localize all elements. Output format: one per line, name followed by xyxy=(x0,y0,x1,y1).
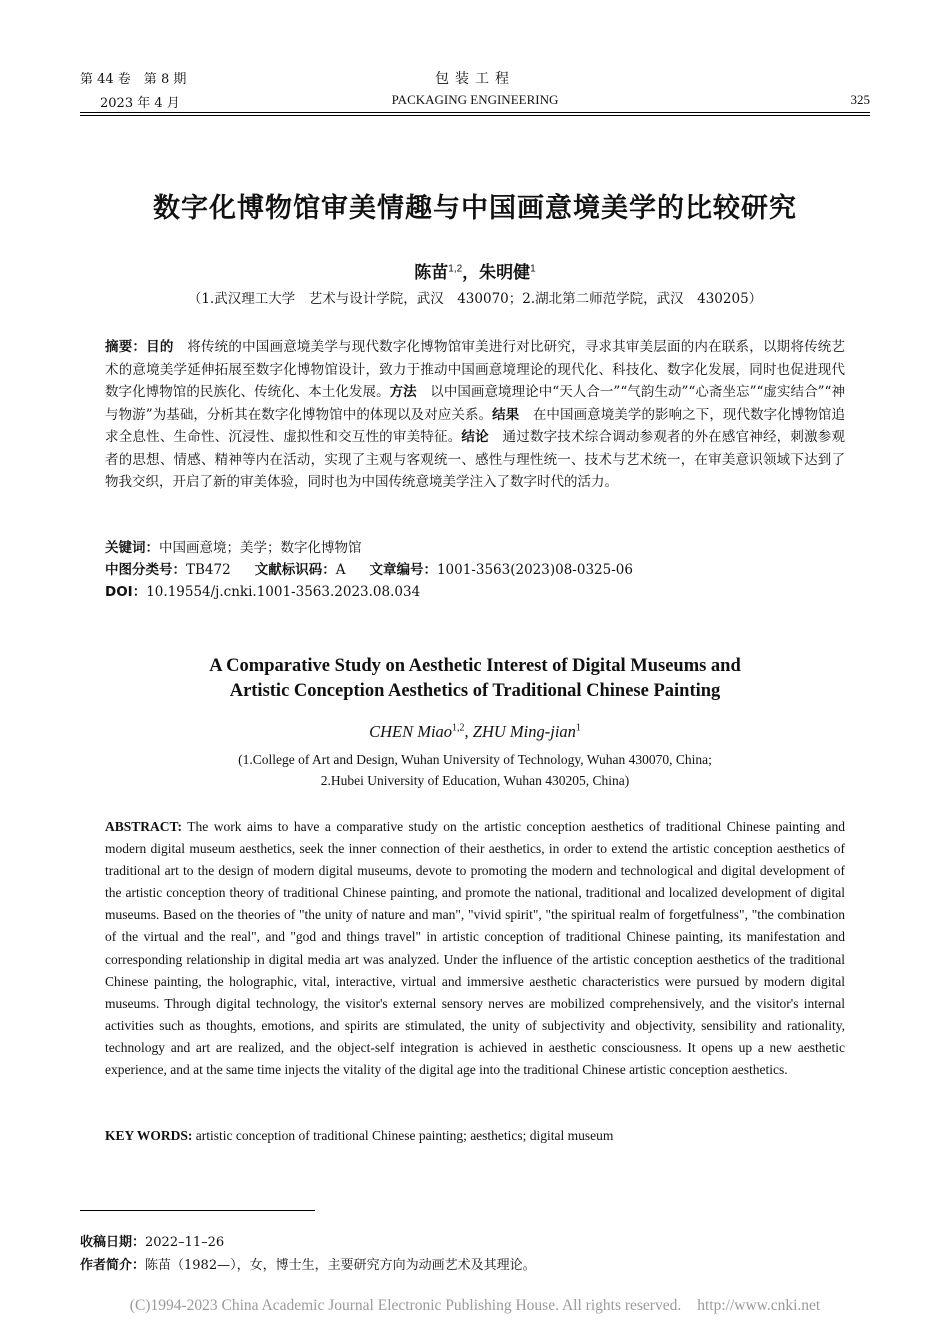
cn-article-no-label: 文章编号： xyxy=(369,562,437,578)
cn-title: 数字化博物馆审美情趣与中国画意境美学的比较研究 xyxy=(153,193,797,224)
cn-author-1: 陈苗 xyxy=(414,263,449,283)
cn-author-1-sup: 1,2 xyxy=(448,263,463,275)
en-keywords-label: KEY WORDS: xyxy=(105,1128,193,1143)
copyright-text: (C)1994-2023 China Academic Journal Electronic Publishing House. All rights reserved. xyxy=(129,1297,682,1314)
footnote-received xyxy=(80,1231,870,1250)
cn-doc-code: A xyxy=(335,562,346,578)
cn-author-2-sup: 1 xyxy=(530,263,536,275)
en-title-line-1: A Comparative Study on Aesthetic Interest of Digital Museums and xyxy=(209,656,741,676)
en-affil-line-1: (1.College of Art and Design, Wuhan University of Technology, Wuhan 430070, China; xyxy=(238,752,712,767)
en-abstract xyxy=(105,816,845,1081)
cn-result-label: 结果 xyxy=(492,406,520,423)
cn-affiliation: （1.武汉理工大学 艺术与设计学院，武汉 430070；2.湖北第二师范学院，武汉 430205） xyxy=(187,291,763,307)
en-authors xyxy=(0,722,950,742)
header-date: 2023 年 4 月 xyxy=(100,96,180,111)
copyright-watermark xyxy=(0,1297,950,1315)
footnote-received-label: 收稿日期： xyxy=(80,1235,146,1250)
cn-method-text: 以中国画意境理论中“天人合一”“气韵生动”“心斋坐忘”“虚实结合”“神与物游”为基础，分析其在数字化博物馆中的体现以及对应关系。 xyxy=(105,384,845,423)
footnote-bio-label: 作者简介： xyxy=(80,1258,146,1273)
en-author-1: CHEN Miao xyxy=(369,722,453,741)
cn-keywords-label: 关键词： xyxy=(105,540,159,556)
cn-article-no: 1001-3563(2023)08-0325-06 xyxy=(436,562,633,578)
footnote-bio-text: 陈苗（1982—），女，博士生，主要研究方向为动画艺术及其理论。 xyxy=(145,1258,536,1273)
cn-classification xyxy=(105,559,845,581)
cn-conclusion-text: 通过数字技术综合调动参观者的外在感官神经，刺激参观者的思想、情感、精神等内在活动，实现了主观与客观统一、感性与理性统一、技术与艺术统一，在审美意识领域下达到了物我交织，开启了新的审美体验，同时也为中国传统意境美学注入了数字时代的活力。 xyxy=(105,429,846,490)
header-journal-cn: 包装工程 xyxy=(435,71,515,87)
cn-method-label: 方法 xyxy=(389,384,417,400)
cn-doi-value: 10.19554/j.cnki.1001-3563.2023.08.034 xyxy=(146,584,421,600)
en-author-2: ZHU Ming-jian xyxy=(472,722,576,741)
cn-clc: TB472 xyxy=(186,562,231,578)
cn-author-2: 朱明健 xyxy=(479,263,531,283)
cn-abstract xyxy=(105,336,845,494)
header-page-number: 325 xyxy=(850,92,870,107)
cn-purpose-text: 将传统的中国画意境美学与现代数字化博物馆审美进行对比研究，寻求其审美层面的内在联系，以期将传统艺术的意境美学延伸拓展至数字化博物馆设计，致力于推动中国画意境理论的现代化、科技化、数字化发展，同时也促进现代数字化博物馆的民族化、传统化、本土化发展。 xyxy=(105,339,846,400)
en-title xyxy=(0,654,950,704)
cn-doi-label: DOI： xyxy=(105,584,147,600)
running-header xyxy=(80,68,870,112)
en-abstract-label: ABSTRACT: xyxy=(105,819,183,834)
en-author-1-sup: 1,2 xyxy=(452,722,465,734)
cn-keywords-text: 中国画意境；美学；数字化博物馆 xyxy=(159,540,362,556)
en-keywords xyxy=(105,1128,845,1144)
cn-author-sep: ， xyxy=(462,263,480,283)
header-journal-en: PACKAGING ENGINEERING xyxy=(391,92,559,107)
header-rule xyxy=(80,112,870,116)
en-affiliation xyxy=(0,749,950,791)
en-author-2-sup: 1 xyxy=(575,722,581,734)
cn-authors xyxy=(0,258,950,283)
cn-purpose-label: 目的 xyxy=(146,339,174,355)
footnote-rule xyxy=(80,1210,315,1211)
cn-clc-label: 中图分类号： xyxy=(105,562,186,578)
header-volume-issue: 第 44 卷 第 8 期 xyxy=(80,72,187,87)
cn-doi xyxy=(105,581,845,603)
cn-abstract-label: 摘要： xyxy=(105,339,147,355)
en-keywords-text: artistic conception of traditional Chinese painting; aesthetics; digital museum xyxy=(192,1128,614,1143)
footnote-received-date: 2022–11–26 xyxy=(145,1235,225,1250)
cn-keywords xyxy=(105,537,845,559)
cn-conclusion-label: 结论 xyxy=(461,429,489,445)
en-author-sep: , xyxy=(464,722,473,741)
cn-doc-code-label: 文献标识码： xyxy=(254,562,336,578)
footnote-bio xyxy=(80,1254,870,1273)
en-title-line-2: Artistic Conception Aesthetics of Traditional Chinese Painting xyxy=(229,681,721,701)
cn-result-text: 在中国画意境美学的影响之下，现代数字化博物馆追求全息性、生命性、沉浸性、虚拟性和交互性的审美特征。 xyxy=(105,406,846,445)
en-affil-line-2: 2.Hubei University of Education, Wuhan 430205, China) xyxy=(320,773,630,788)
en-abstract-text: The work aims to have a comparative study on the artistic conception aesthetics of traditional Chinese painting and modern digital museum aesthetics, seek the inner connection of their aesthetics, in order to extend the artistic conception aesthetics of traditional art to the design of modern digital museums, devote to promoting the modern and technological and digital development of the artistic conception theory of traditional Chinese painting, and promote the national, traditional and localized development of digital museums. Based on the theories of "the unity of nature and man", "vivid spirit", "the spiritual realm of forgetfulness", "the combination of the virtual and the real", and "god and things travel" in artistic conception of traditional Chinese painting, its manifestation and corresponding relationship in digital media art was analyzed. Under the influence of the artistic conception aesthetics of the traditional Chinese painting, the holographic, vital, interactive, virtual and immersive aesthetic characteristics were pursued by modern digital museums. Through digital technology, the visitor's external sensory nerves are mobilized comprehensively, and the visitor's internal activities such as thoughts, emotions, and spirits are stimulated, the unity of subjectivity and objectivity, sensibility and rationality, technology and art are realized, and the object-self integration is achieved in aesthetic consciousness. It opens up a new aesthetic experience, and at the same time injects the vitality of the digital age into the traditional Chinese artistic conception aesthetics. xyxy=(105,819,845,1078)
cnki-url: http://www.cnki.net xyxy=(697,1297,821,1314)
